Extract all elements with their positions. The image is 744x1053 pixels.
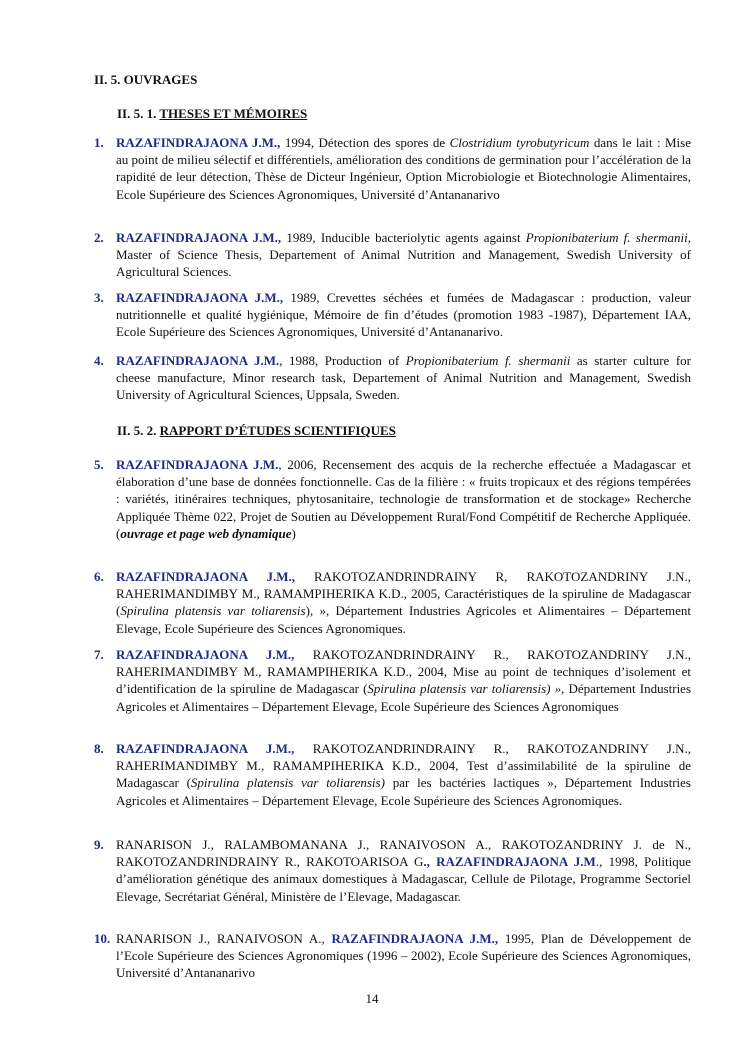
reference-number: 6. [94, 569, 104, 584]
reference-text: RAZAFINDRAJAONA J.M., RAKOTOZANDRINDRAINY R., RAKOTOZANDRINY J.N., RAHERIMANDIMBY M., RAMAMPIHERIKA K.D., 2004, Test d’assimilabilité de la spiruline de Madagascar (Spirulina platensis var toliarensis) par les bactéries lactiques », Département Industries Agricoles et Alimentaires – Département Elevage, Ecole Supérieure des Sciences Agronomiques. [116, 741, 691, 808]
reference-item [94, 568, 691, 637]
reference-number: 8. [94, 741, 104, 756]
reference-text: RAZAFINDRAJAONA J.M., 1989, Inducible bacteriolytic agents against Propionibaterium f. shermanii, Master of Science Thesis, Departement of Animal Nutrition and Management, Swedish University of Agricultural Sciences. [116, 230, 692, 280]
reference-item [94, 740, 691, 809]
author-highlight: RAZAFINDRAJAONA J.M., [116, 290, 284, 305]
species-name: Spirulina platensis var toliarensis) », [367, 681, 565, 697]
author-highlight: RAZAFINDRAJAONA J.M., [116, 741, 295, 756]
reference-number: 4. [94, 353, 104, 368]
subsection-rapports [117, 423, 396, 439]
reference-text: RAZAFINDRAJAONA J.M., RAKOTOZANDRINDRAINY R, RAKOTOZANDRINY J.N., RAHERIMANDIMBY M., RAMAMPIHERIKA K.D., 2005, Caractéristiques de la spiruline de Madagascar (Spirulina platensis var toliarensis), », Département Industries Agricoles et Alimentaires – Département Elevage, Ecole Supérieure des Sciences Agronomiques. [116, 569, 692, 636]
reference-text: RANARISON J., RALAMBOMANANA J., RANAIVOSON A., RAKOTOZANDRINY J. de N., RAKOTOZANDRINDRAINY R., RAKOTOARISOA G., RAZAFINDRAJAONA J.M., 1998, Politique d’amélioration génétique des animaux domestiques à Madagascar, Cellule de Pilotage, Programme Sectoriel Elevage, Secrétariat Général, Ministère de l’Elevage, Madagascar. [116, 837, 691, 904]
species-name: Propionibaterium f. shermanii [405, 353, 571, 368]
author-highlight: RAZAFINDRAJAONA J.M., [116, 135, 281, 150]
section-title: II. 5. OUVRAGES [94, 72, 198, 87]
subsection-title: THESES ET MÉMOIRES [159, 106, 308, 121]
reference-item [94, 229, 691, 281]
reference-number: 9. [94, 837, 104, 852]
reference-text: RAZAFINDRAJAONA J.M., RAKOTOZANDRINDRAINY R., RAKOTOZANDRINY J.N., RAHERIMANDIMBY M., RAMAMPIHERIKA K.D., 2004, Mise au point de techniques d’isolement et d’identification de la spiruline de Madagascar (Spirulina platensis var toliarensis) », Département Industries Agricoles et Alimentaires – Département Elevage, Ecole Supérieure des Sciences Agronomiques [116, 647, 692, 714]
species-name: Spirulina platensis var toliarensis [120, 603, 306, 619]
reference-number: 2. [94, 230, 104, 245]
subsection-theses [117, 106, 307, 122]
emphasis-note: ouvrage et page web dynamique [120, 525, 292, 541]
author-highlight: RAZAFINDRAJAONA J.M., [116, 230, 282, 245]
author-highlight: RAZAFINDRAJAONA J.M. [116, 457, 279, 472]
reference-item [94, 289, 691, 341]
author-highlight: ., RAZAFINDRAJAONA J.M [423, 854, 596, 870]
reference-text: RAZAFINDRAJAONA J.M., 1988, Production of Propionibaterium f. shermanii as starter culture for cheese manufacture, Minor research task, Departement of Animal Nutrition and Management, Swedish University of Agricultural Sciences, Uppsala, Sweden. [116, 353, 692, 403]
reference-text: RAZAFINDRAJAONA J.M., 2006, Recensement des acquis de la recherche effectuée a Madagascar et élaboration d’une base de données fonctionnelle. Cas de la filière : « fruits tropicaux et des régions tempérées : variétés, itinéraires techniques, phytosanitaire, technologie de transformation et de stockage» Recherche Appliquée Thème 022, Projet de Soutien au Développement Rural/Fond Compétitif de Recherche Appliquée. (ouvrage et page web dynamique) [116, 457, 691, 541]
reference-item [94, 134, 691, 203]
reference-item [94, 352, 691, 404]
author-highlight: RAZAFINDRAJAONA J.M., [331, 931, 499, 946]
reference-text: RANARISON J., RANAIVOSON A., RAZAFINDRAJAONA J.M., 1995, Plan de Développement de l’Ecole Supérieure des Sciences Agronomiques (1996 – 2002), Ecole Supérieure des Sciences Agronomiques, Université d’Antananarivo [116, 931, 691, 981]
author-highlight: RAZAFINDRAJAONA J.M., [116, 647, 295, 662]
species-name: Propionibaterium f. shermanii [525, 230, 688, 245]
reference-item [94, 456, 691, 542]
reference-item [94, 646, 691, 715]
author-highlight: RAZAFINDRAJAONA J.M. [116, 353, 280, 368]
page-number: 14 [365, 991, 379, 1006]
reference-text: RAZAFINDRAJAONA J.M., 1989, Crevettes séchées et fumées de Madagascar : production, valeur nutritionnelle et qualité hygiénique, Mémoire de fin d’études (promotion 1983 -1987), Département IAA, Ecole Supérieure des Sciences Agronomiques, Université d’Antananarivo. [116, 290, 691, 340]
reference-item [94, 836, 691, 905]
species-name: Clostridium tyrobutyricum [449, 135, 590, 150]
author-highlight: RAZAFINDRAJAONA J.M., [116, 569, 295, 584]
reference-text: RAZAFINDRAJAONA J.M., 1994, Détection des spores de Clostridium tyrobutyricum dans le lait : Mise au point de milieu sélectif et différentiels, amélioration des conditions de germination pour l’accélération de la rapidité de leur détection, Thèse de Dicteur Ingénieur, Option Microbiologie et Biotechnologie Alimentaires, Ecole Supérieure des Sciences Agronomiques, Université d’Antananarivo [116, 135, 691, 202]
reference-number: 3. [94, 290, 104, 305]
reference-number: 7. [94, 647, 104, 662]
reference-item [94, 930, 691, 982]
species-name: Spirulina platensis var toliarensis) [190, 775, 385, 791]
reference-number: 10. [94, 931, 111, 946]
subsection-number: II. 5. 1. [117, 106, 157, 121]
subsection-title: RAPPORT D’ÉTUDES SCIENTIFIQUES [159, 423, 396, 438]
subsection-number: II. 5. 2. [117, 423, 157, 438]
reference-number: 5. [94, 457, 104, 472]
reference-number: 1. [94, 135, 104, 150]
